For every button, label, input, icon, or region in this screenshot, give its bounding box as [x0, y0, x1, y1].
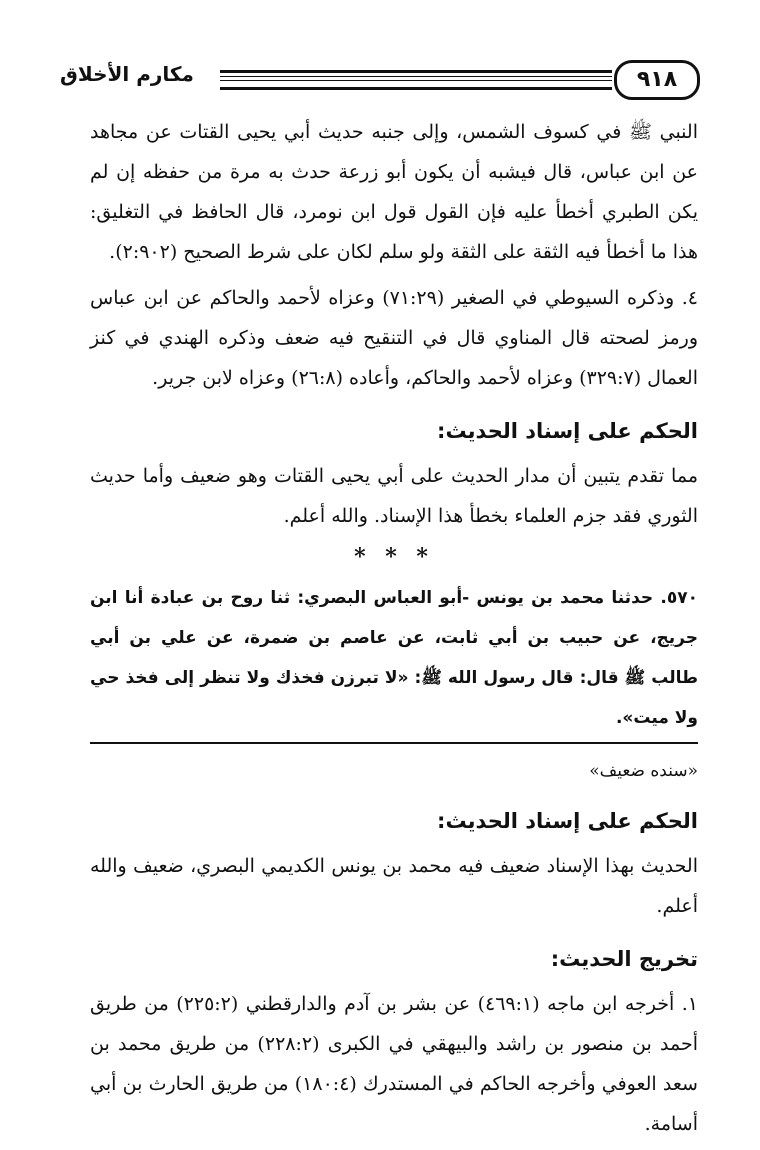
section-separator: * * *: [354, 544, 434, 570]
page-header: [60, 60, 700, 100]
hadith-grade: «سنده ضعيف»: [589, 761, 698, 781]
heading-isnad-ruling-1: الحكم على إسناد الحديث:: [437, 419, 698, 443]
paragraph-ruling-1: مما تقدم يتبين أن مدار الحديث على أبي يحيى القتات وهو ضعيف وأما حديث الثوري فقد جزم العلماء بخطأ هذا الإسناد. والله أعلم.: [90, 465, 698, 527]
book-title: مكارم الأخلاق: [60, 62, 194, 86]
paragraph-item-4: ٤. وذكره السيوطي في الصغير (٧١:٢٩) وعزاه لأحمد والحاكم عن ابن عباس ورمز لصحته قال المناوي قال في التنقيح فيه ضعف وذكره الهندي في كنز العمال (٣٢٩:٧) وعزاه لأحمد والحاكم، وأعاده (٢٦:٨) وعزاه لابن جرير.: [90, 287, 698, 389]
hadith-text: ٥٧٠. حدثنا محمد بن يونس -أبو العباس البصري: ثنا روح بن عبادة أنا ابن جريج، عن حبيب بن أبي ثابت، عن عاصم بن ضمرة، عن علي بن أبي طالب ﷺ قال: قال رسول الله ﷺ: «لا تبرزن فخذك ولا تنظر إلى فخذ حي ولا ميت».: [90, 588, 698, 728]
page-number: ٩١٨: [614, 60, 700, 100]
paragraph-takhrij-1: ١. أخرجه ابن ماجه (٤٦٩:١) عن بشر بن آدم والدارقطني (٢٢٥:٢) من طريق أحمد بن منصور بن راشد والبيهقي في الكبرى (٢٢٨:٢) من طريق محمد بن سعد العوفي وأخرجه الحاكم في المستدرك (١٨٠:٤) من طريق الحارث بن أبي أسامة.: [90, 993, 699, 1135]
page-content: [90, 112, 698, 1150]
header-rule: [220, 70, 612, 90]
hadith-divider: [90, 742, 698, 744]
heading-isnad-ruling-2: الحكم على إسناد الحديث:: [437, 809, 698, 833]
paragraph-ruling-2: الحديث بهذا الإسناد ضعيف فيه محمد بن يونس الكديمي البصري، ضعيف والله أعلم.: [90, 855, 698, 917]
heading-takhrij: تخريج الحديث:: [550, 947, 698, 971]
paragraph-continuation: النبي ﷺ في كسوف الشمس، وإلى جنبه حديث أبي يحيى القتات عن مجاهد عن ابن عباس، قال فيشبه أن يكون أبو زرعة حدث به مرة من حفظه إن لم يكن الطبري أخطأ عليه فإن القول قول ابن نومرد، قال الحافظ في التغليق: هذا ما أخطأ فيه الثقة على الثقة ولو سلم لكان على شرط الصحيح (٢:٩٠٢).: [90, 121, 698, 263]
